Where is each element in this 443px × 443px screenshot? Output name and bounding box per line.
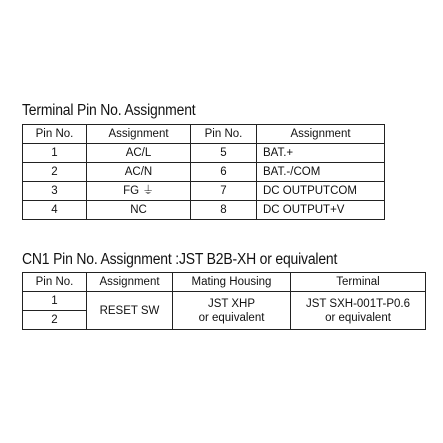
table-header-row <box>23 125 385 144</box>
terminal-note: or equivalent <box>325 311 391 324</box>
pin-assignment: DC OUTPUTCOM <box>257 182 385 201</box>
table-row <box>23 182 385 201</box>
table-row <box>23 201 385 220</box>
table-header-row <box>23 273 426 292</box>
pin-assignment: AC/N <box>87 163 191 182</box>
pin-assignment: DC OUTPUT+V <box>257 201 385 220</box>
mating-housing-cell <box>173 292 291 330</box>
pin-assignment: BAT.+ <box>257 144 385 163</box>
terminal-part: JST SXH-001T-P0.6 <box>306 297 410 310</box>
header-pin-no: Pin No. <box>191 125 257 144</box>
pin-number: 7 <box>191 182 257 201</box>
header-assignment: Assignment <box>87 273 173 292</box>
table-row <box>23 292 426 311</box>
housing-note: or equivalent <box>198 311 265 324</box>
pin-number: 2 <box>23 163 87 182</box>
pin-assignment: BAT.-/COM <box>257 163 385 182</box>
cn1-table-title: CN1 Pin No. Assignment :JST B2B-XH or equivalent <box>22 251 338 268</box>
pin-number: 3 <box>23 182 87 201</box>
housing-part: JST XHP <box>207 297 256 310</box>
pin-assignment: NC <box>87 201 191 220</box>
header-assignment: Assignment <box>257 125 385 144</box>
pin-number: 6 <box>191 163 257 182</box>
terminal-cell <box>291 292 426 330</box>
pin-number: 8 <box>191 201 257 220</box>
terminal-table-title: Terminal Pin No. Assignment <box>22 102 196 119</box>
table-row <box>23 144 385 163</box>
header-terminal: Terminal <box>291 273 426 292</box>
pin-number: 1 <box>23 144 87 163</box>
cn1-pin-table <box>22 272 426 330</box>
pin-assignment: FG ⏚ <box>87 182 191 201</box>
pin-assignment: AC/L <box>87 144 191 163</box>
pin-number: 1 <box>23 292 87 311</box>
header-pin-no: Pin No. <box>23 273 87 292</box>
pin-assignment: RESET SW <box>87 292 173 330</box>
header-assignment: Assignment <box>87 125 191 144</box>
terminal-pin-table <box>22 124 385 220</box>
header-mating-housing: Mating Housing <box>173 273 291 292</box>
pin-number: 4 <box>23 201 87 220</box>
pin-number: 2 <box>23 311 87 330</box>
header-pin-no: Pin No. <box>23 125 87 144</box>
pin-number: 5 <box>191 144 257 163</box>
table-row <box>23 163 385 182</box>
